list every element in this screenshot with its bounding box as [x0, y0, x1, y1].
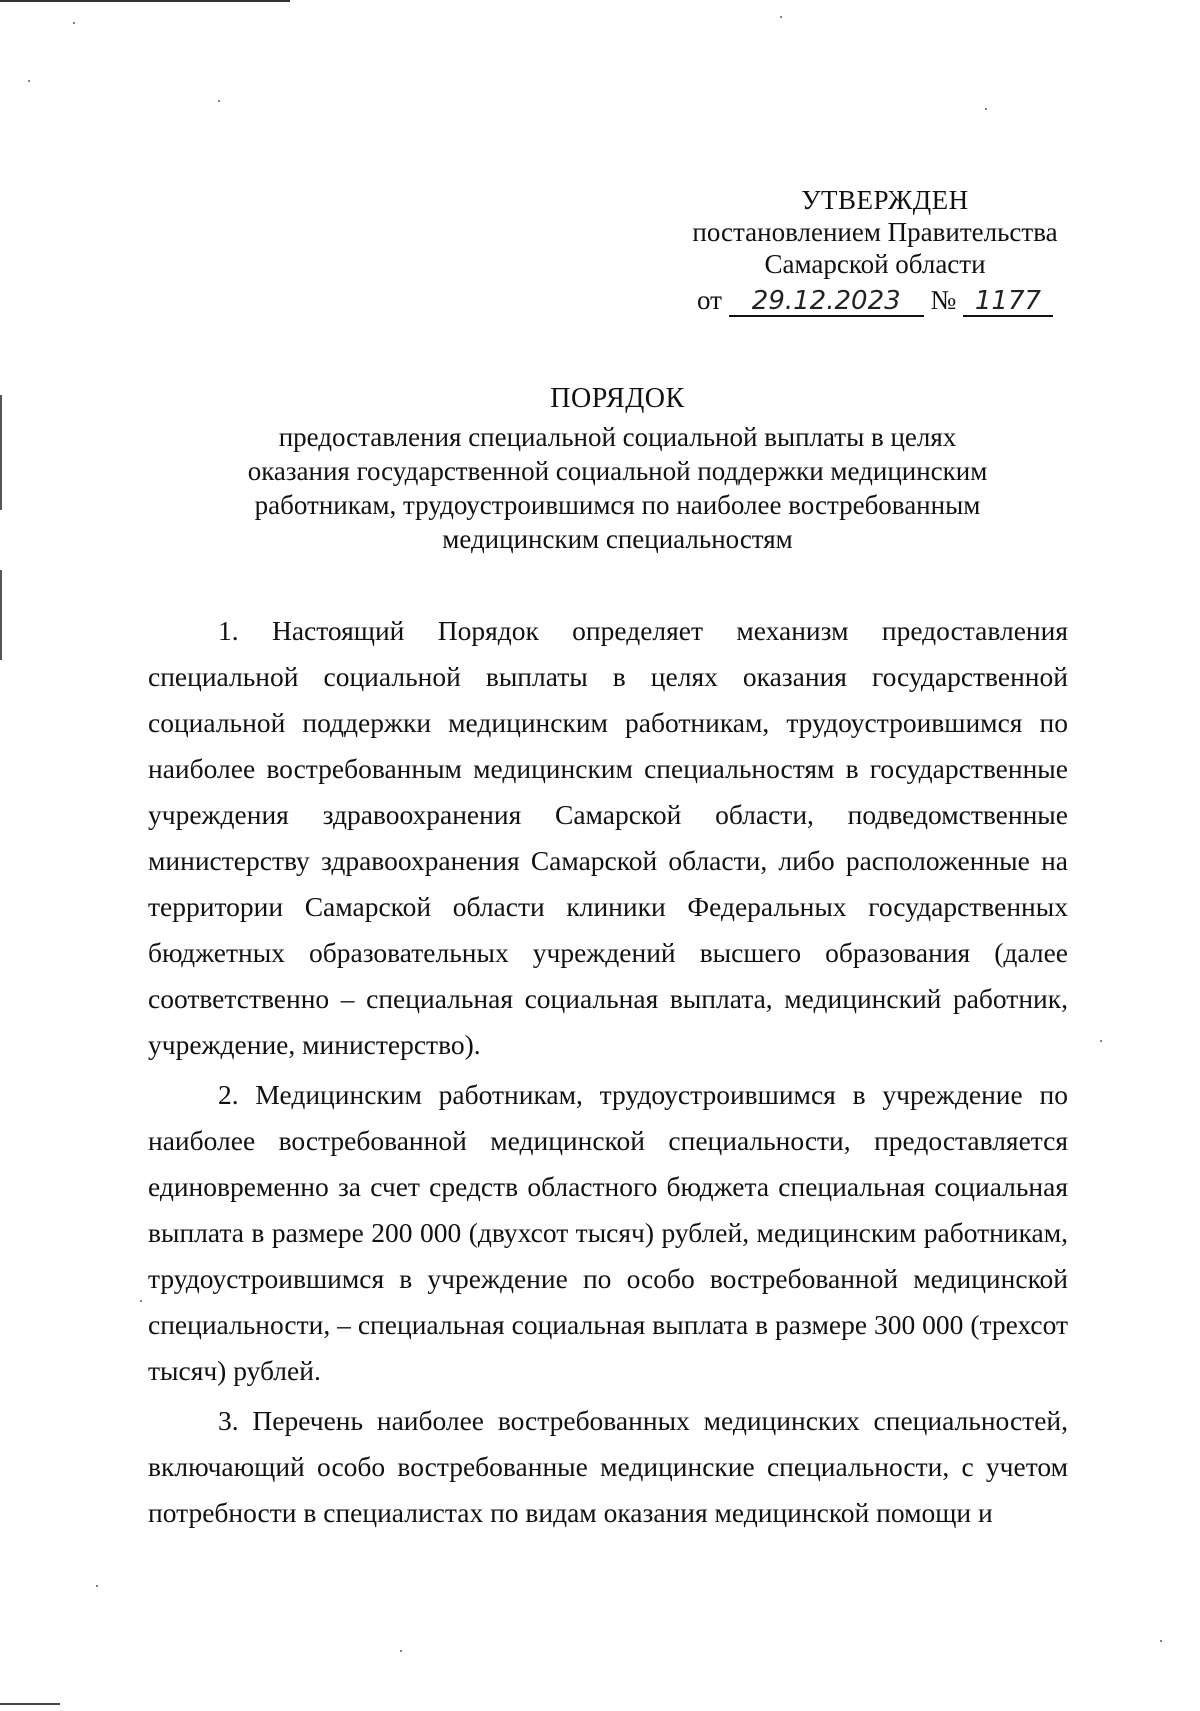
scan-speck — [1160, 1640, 1162, 1642]
scan-speck — [73, 22, 75, 24]
approval-date-number-line — [660, 284, 1090, 317]
approval-line: Самарской области — [764, 249, 986, 279]
paragraph-1: 1. Настоящий Порядок определяет механизм предоставления специальной социальной выплаты в целях оказания государственной социальной поддержки медицинским работникам, трудоустроившимся по наиболее востребованным медицинским специальностям в государственные учреждения здравоохранения Самарской области, подведомственные министерству здравоохранения Самарской области, либо расположенные на территории Самарской области клиники Федеральных государственных бюджетных образовательных учреждений высшего образования (далее соответственно – специальная социальная выплата, медицинский работник, учреждение, министерство). — [148, 615, 1068, 1060]
scan-speck — [28, 80, 30, 82]
subtitle-line: медицинским специальностям — [442, 524, 793, 554]
scan-speck — [985, 108, 987, 110]
scan-speck — [140, 1300, 142, 1302]
subtitle-line: предоставления специальной социальной выплаты в целях — [278, 422, 957, 452]
scan-speck — [218, 100, 220, 102]
approval-block — [660, 184, 1090, 317]
paragraph-2: 2. Медицинским работникам, трудоустроившимся в учреждение по наиболее востребованной медицинской специальности, предоставляется единовременно за счет средств областного бюджета специальная социальная выплата в размере 200 000 (двухсот тысяч) рублей, медицинским работникам, трудоустроившимся в учреждение по особо востребованной медицинской специальности, – специальная социальная выплата в размере 300 000 (трехсот тысяч) рублей. — [148, 1079, 1068, 1386]
date-prefix: от — [697, 285, 722, 315]
handwritten-date: 29.12.2023 — [729, 287, 924, 317]
scan-artifact-top-line — [0, 0, 290, 2]
number-sign: № — [930, 285, 957, 315]
scan-artifact-left-edge — [0, 570, 2, 660]
scan-artifact-left-edge — [0, 395, 2, 510]
handwritten-number: 1177 — [963, 287, 1053, 317]
subtitle-line: оказания государственной социальной поддержки медицинским — [247, 456, 988, 486]
document-body — [148, 608, 1068, 1540]
scan-speck — [1100, 1040, 1102, 1042]
scan-speck — [780, 16, 782, 18]
paragraph-3: 3. Перечень наиболее востребованных медицинских специальностей, включающий особо востребованные медицинские специальности, с учетом потребности в специалистах по видам оказания медицинской помощи и — [148, 1405, 1068, 1528]
document-heading — [175, 382, 1060, 556]
subtitle-line: работникам, трудоустроившимся по наиболее востребованным — [254, 490, 981, 520]
scan-artifact-bottom-line — [0, 1703, 60, 1705]
approval-title: УТВЕРЖДЕН — [801, 185, 969, 215]
document-title: ПОРЯДОК — [550, 383, 685, 414]
scan-speck — [96, 1585, 98, 1587]
approval-line: постановлением Правительства — [692, 217, 1058, 247]
scan-speck — [400, 1650, 402, 1652]
